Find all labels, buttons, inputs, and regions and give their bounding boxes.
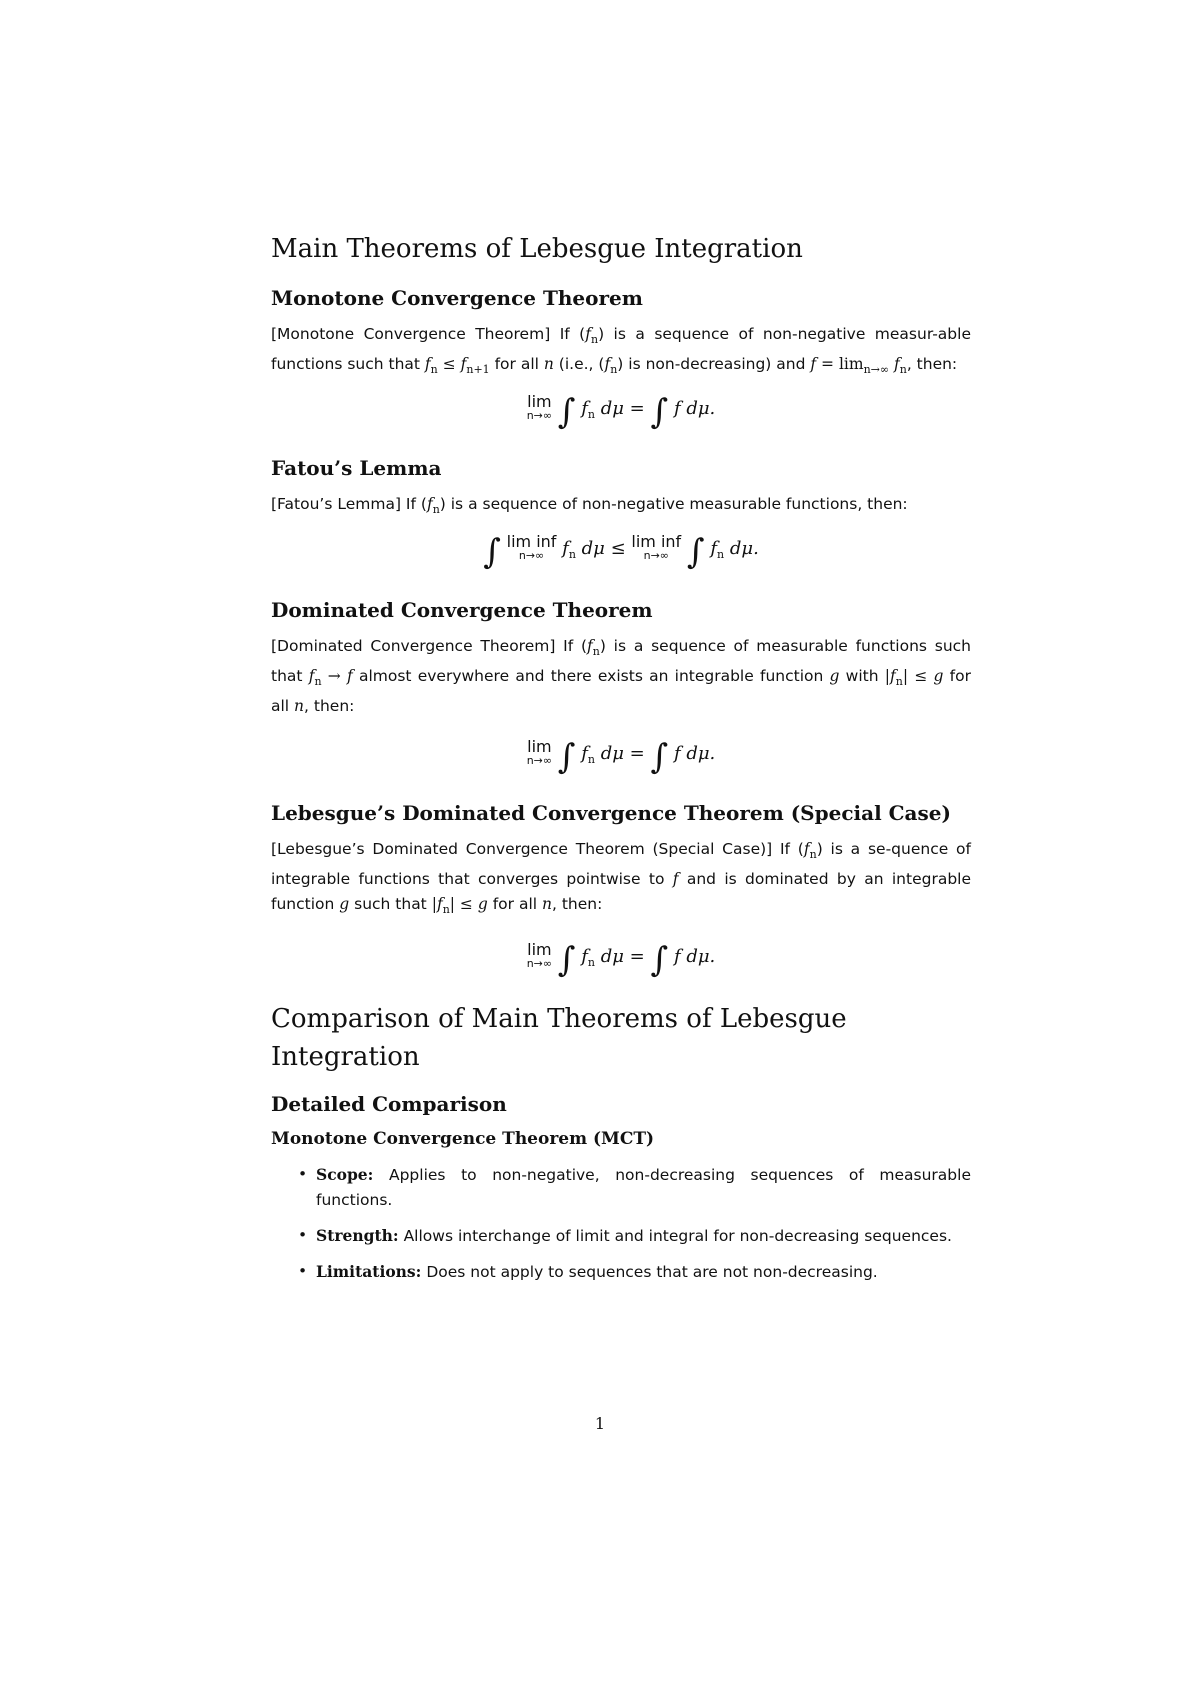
comparison-title: Comparison of Main Theorems of Lebesgue Integration [271,1004,847,1072]
ldct-heading: Lebesgue’s Dominated Convergence Theorem (Special Case) [271,801,951,825]
fatou-equation: ∫ lim inf n→∞ $f_n$ dμ ≤ lim inf n→∞ ∫ $f_n$ dμ. [483,532,759,572]
mct-label: [Monotone Convergence Theorem] [271,325,551,343]
ldct-label: [Lebesgue’s Dominated Convergence Theorem (Special Case)] [271,840,773,858]
dct-statement: [Dominated Convergence Theorem] If $(f_n)$ is a sequence of measurable functions such that $f_n \to f$ almost everywhere and there exists an integrable function g with $|f_n| \le g$ for all n, then: [271,637,971,715]
page-title: Main Theorems of Lebesgue Integration [271,234,803,264]
mct-comparison-heading: Monotone Convergence Theorem (MCT) [271,1129,655,1149]
fatou-statement: [Fatou’s Lemma] If $(f_n)$ is a sequence of non-negative measurable functions, then: [271,495,908,516]
dct-equation: lim n→∞ ∫ $f_n$ dμ = ∫ f dμ. [526,737,716,777]
dct-heading: Dominated Convergence Theorem [271,598,653,622]
detailed-comparison-heading: Detailed Comparison [271,1092,507,1116]
bullet-icon: • [298,1165,308,1183]
bullet-icon: • [298,1262,308,1280]
bullet-icon: • [298,1226,308,1244]
page-number: 1 [594,1414,606,1433]
ldct-statement: [Lebesgue’s Dominated Convergence Theorem (Special Case)] If $(f_n)$ is a se-quence of integrable functions that converges pointwise to f and is dominated by an integrable function g such that $|f_n| \le g$ for all n, then: [271,840,972,916]
list-item: • Limitations: Does not apply to sequences that are not non-decreasing. [298,1259,971,1285]
document-page [271,230,971,1295]
mct-heading: Monotone Convergence Theorem [271,286,643,310]
list-item: • Strength: Allows interchange of limit and integral for non-decreasing sequences. [298,1223,971,1249]
dct-label: [Dominated Convergence Theorem] [271,637,556,655]
mct-statement: [Monotone Convergence Theorem] If $(f_n)$ is a sequence of non-negative measur-able functions such that $f_n \le f_{n+1}$ for all n (i.e., $(f_n)$ is non-decreasing) and $f = \lim_{n\to\infty} f_n$, then: [271,325,971,376]
ldct-equation: lim n→∞ ∫ $f_n$ dμ = ∫ f dμ. [526,940,716,980]
mct-comparison-list [271,1162,971,1285]
fatou-heading: Fatou’s Lemma [271,456,442,480]
list-item: • Scope: Applies to non-negative, non-decreasing sequences of measurable functions. [298,1162,971,1213]
mct-equation: lim n→∞ ∫ $f_n$ dμ = ∫ f dμ. [526,392,716,432]
fatou-label: [Fatou’s Lemma] [271,495,401,513]
